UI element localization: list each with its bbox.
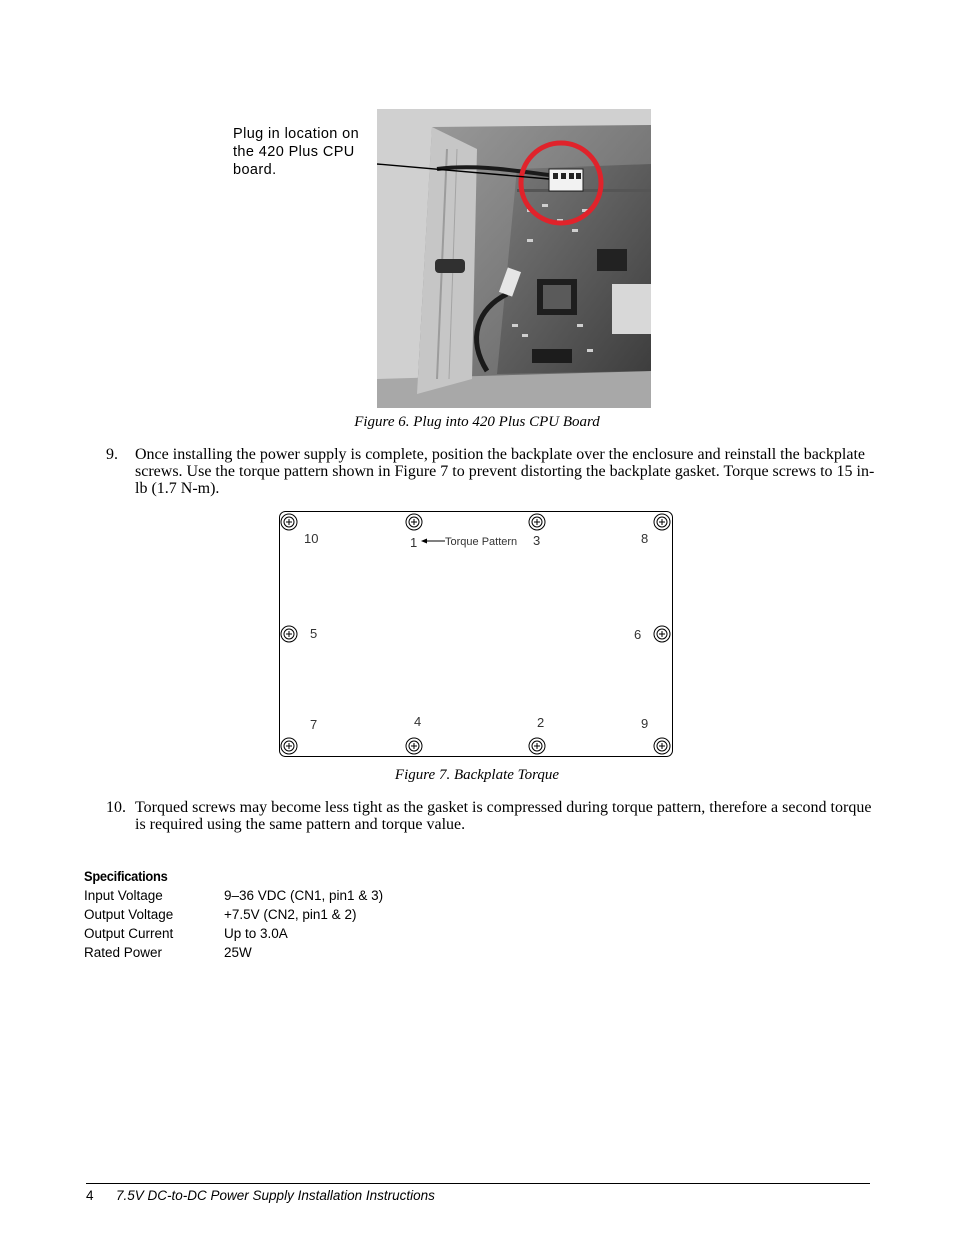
figure7-caption: Figure 7. Backplate Torque [394,767,560,783]
screw-icon [529,514,545,530]
screw-number: 2 [537,715,545,730]
screw-icon [529,738,545,754]
screw-number: 5 [310,626,318,641]
screw-number: 9 [641,716,649,731]
plug-location-callout: Plug in location on the 420 Plus CPU board. [233,126,360,178]
screw-number: 7 [310,717,318,732]
screw-number: 8 [641,531,649,546]
screw-icon [654,514,670,530]
backplate-outline [280,512,673,757]
cpu-board-photo [377,109,651,408]
spec-label: Output Current [84,926,174,941]
screw-number: 1 [410,535,418,550]
spec-value: +7.5V (CN2, pin1 & 2) [224,907,357,922]
cpu-board-illustration [377,109,651,408]
screw-icon [654,626,670,642]
spec-row-rated-power [84,945,484,964]
figure6-caption: Figure 6. Plug into 420 Plus CPU Board [354,414,600,430]
spec-row-output-current [84,926,484,945]
backplate-torque-diagram [279,511,673,757]
step-10 [106,799,876,833]
step-text: Once installing the power supply is complete, position the backplate over the enclosure and reinstall the backplate screws. Use the torque pattern shown in Figure 7 to prevent distorting the backplate gasket. Torque screws to 15 in-lb (1.7 N-m). [135,446,875,497]
spec-value: 25W [224,945,252,960]
screw-number: 4 [414,714,422,729]
step-number: 10. [106,799,126,816]
step-text: Torqued screws may become less tight as the gasket is compressed during torque pattern, therefore a second torque is required using the same pattern and torque value. [135,799,872,833]
screw-number: 6 [634,627,642,642]
torque-pattern-label: Torque Pattern [445,536,518,548]
spec-label: Rated Power [84,945,163,960]
screw-icon [281,626,297,642]
spec-row-input-voltage [84,888,484,907]
screw-icon [281,514,297,530]
footer-divider [86,1183,870,1184]
screw-icon [406,514,422,530]
screw-icon [281,738,297,754]
specifications-heading: Specifications [84,868,168,884]
screw-number: 10 [304,531,319,546]
screw-icon [654,738,670,754]
step-9 [106,446,876,498]
screw-icon [406,738,422,754]
spec-label: Output Voltage [84,907,174,922]
screw-number: 3 [533,533,541,548]
spec-value: 9–36 VDC (CN1, pin1 & 3) [224,888,384,903]
spec-row-output-voltage [84,907,484,926]
step-number: 9. [106,446,118,463]
page-number: 4 [86,1188,94,1203]
document-title: 7.5V DC-to-DC Power Supply Installation Instructions [116,1188,435,1203]
spec-value: Up to 3.0A [224,926,288,941]
spec-label: Input Voltage [84,888,163,903]
